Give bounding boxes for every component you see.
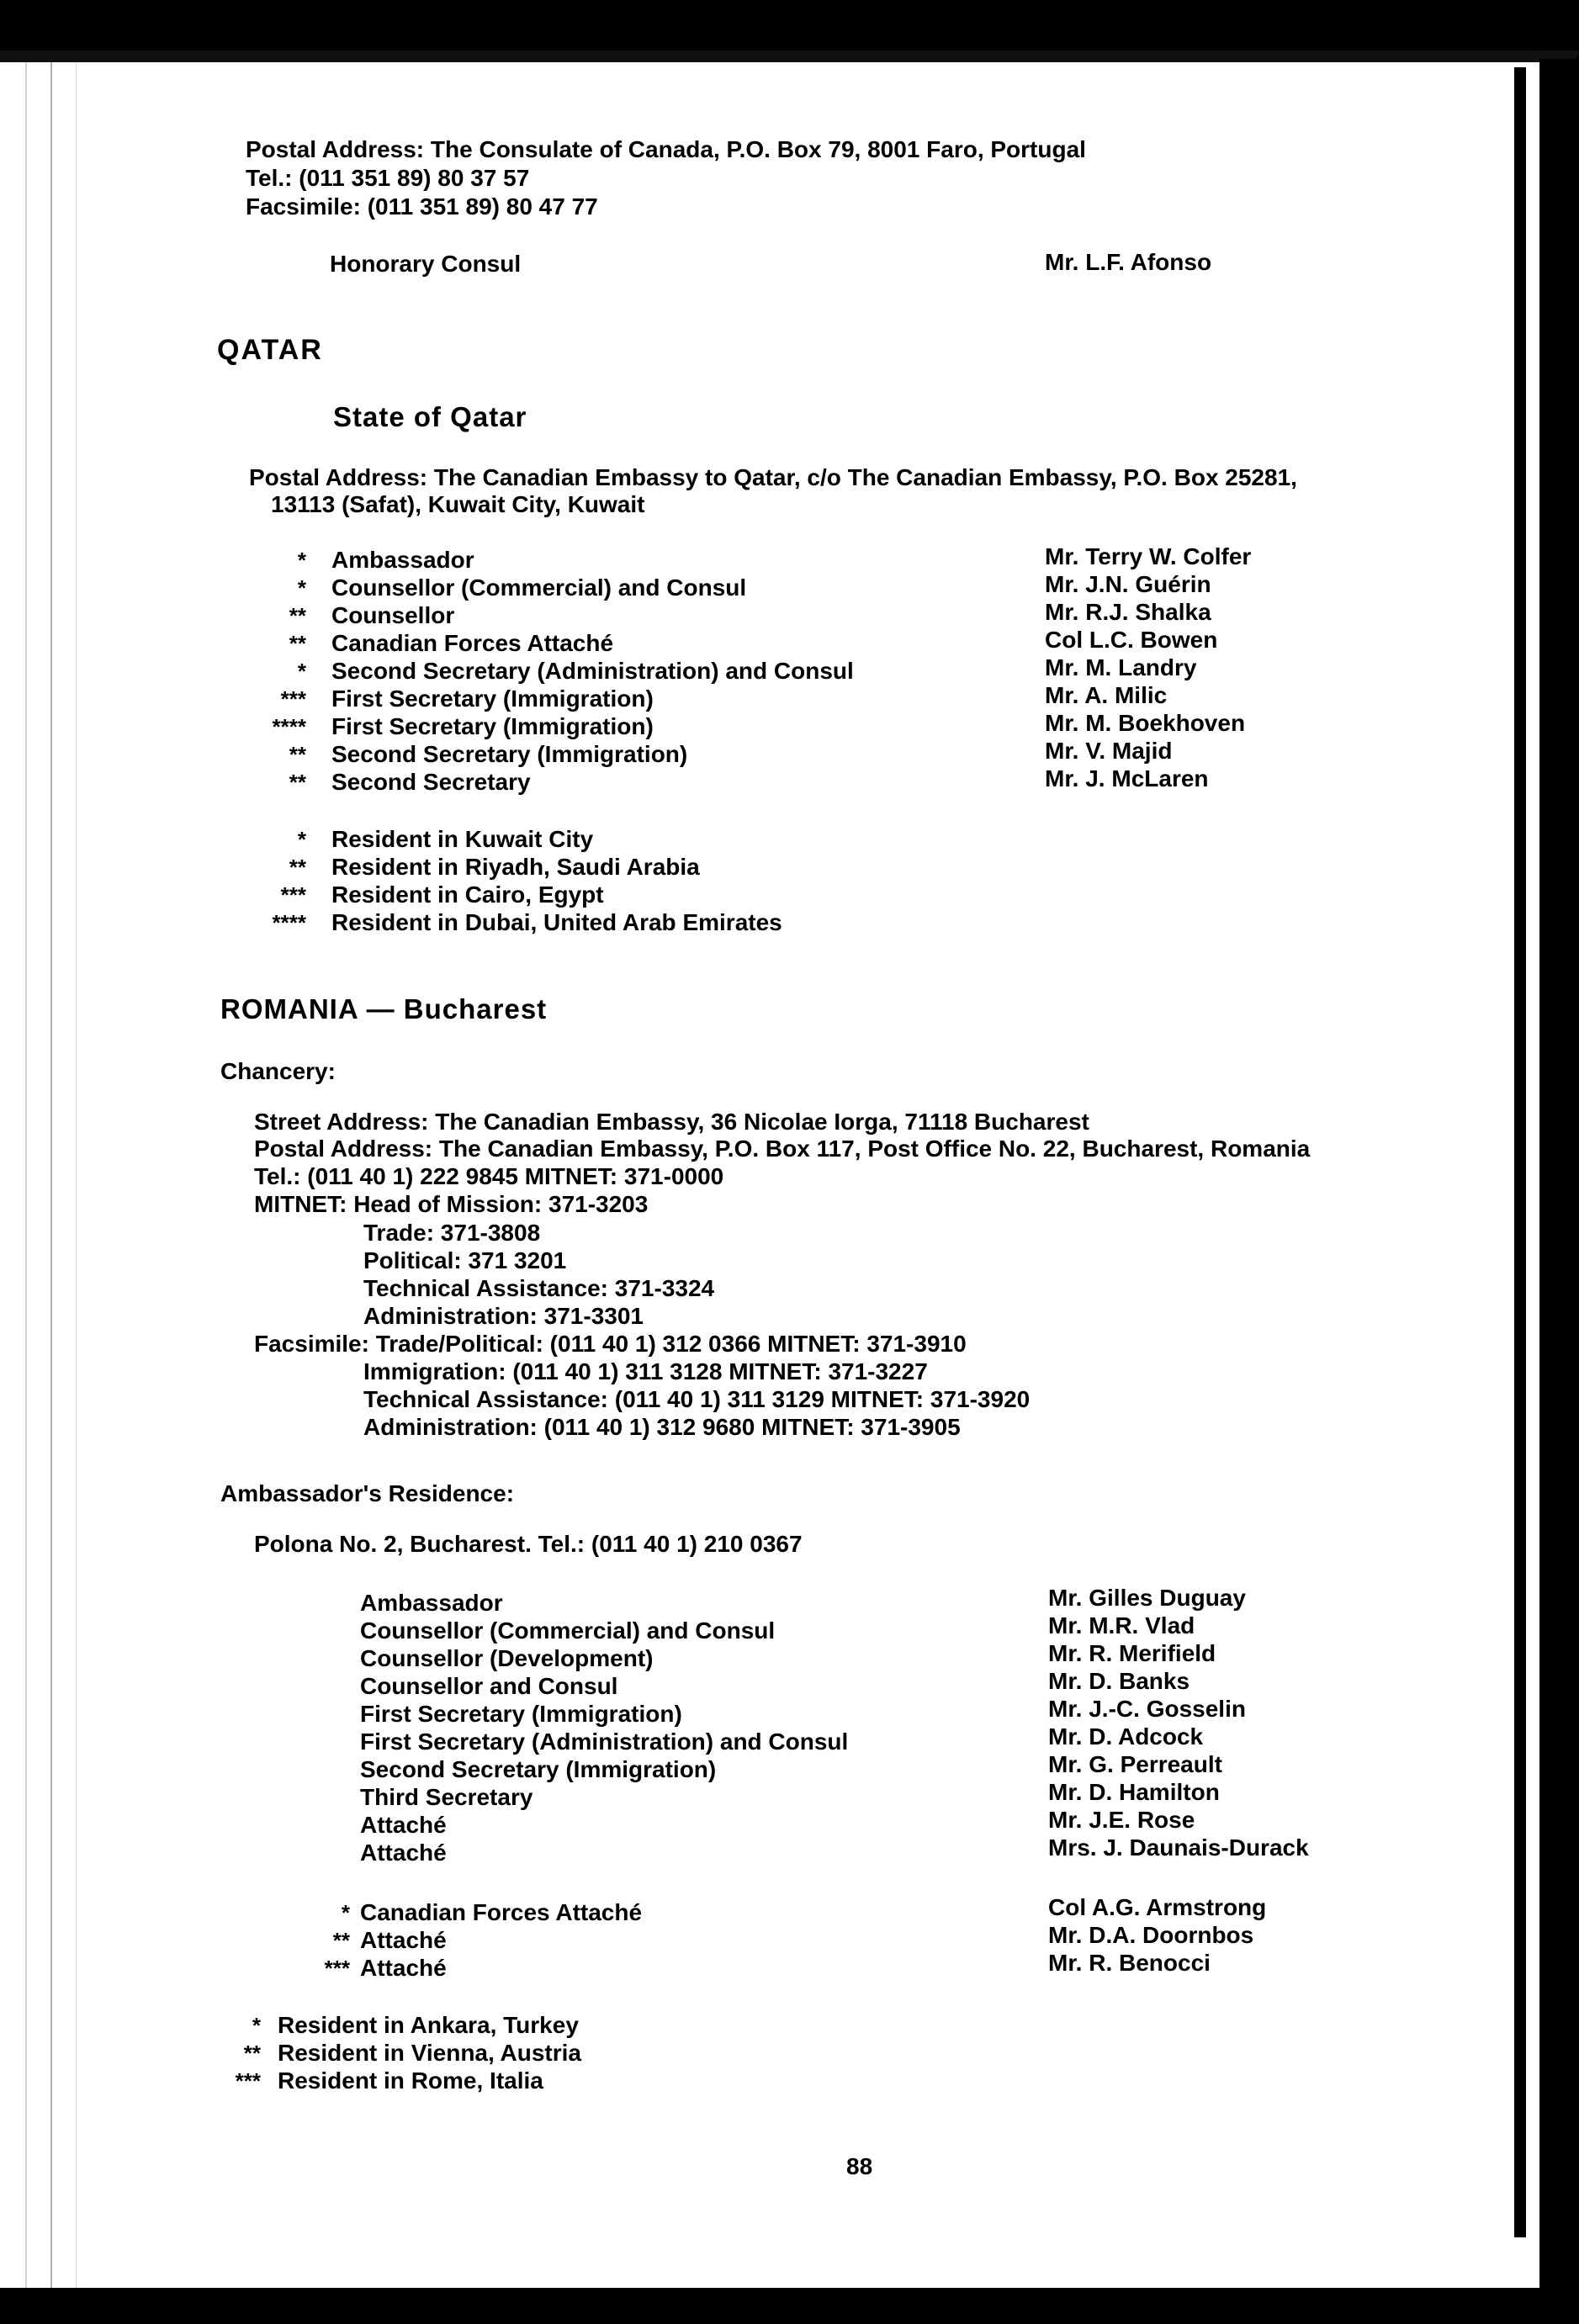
qatar-staff-name: Mr. J. McLaren [1045, 765, 1209, 791]
qatar-staff-mark: ** [289, 770, 306, 795]
faro-telephone: Tel.: (011 351 89) 80 37 57 [246, 165, 530, 191]
qatar-staff-mark: **** [272, 714, 306, 739]
qatar-staff-mark: ** [289, 742, 306, 767]
romania-note-mark: * [252, 2013, 261, 2038]
qatar-staff-mark: ** [289, 603, 306, 628]
qatar-staff-name: Mr. Terry W. Colfer [1045, 543, 1252, 569]
romania-nonresident-title: Canadian Forces Attaché [360, 1899, 643, 1925]
qatar-staff-name: Mr. J.N. Guérin [1045, 571, 1211, 597]
romania-staff-title: Counsellor and Consul [360, 1673, 618, 1699]
romania-facsimile-line: Technical Assistance: (011 40 1) 311 3129 MITNET: 371-3920 [363, 1386, 1031, 1412]
romania-residence-address: Polona No. 2, Bucharest. Tel.: (011 40 1) 210 0367 [254, 1531, 803, 1557]
romania-staff-title: Third Secretary [360, 1784, 533, 1810]
romania-nonresident-name: Mr. D.A. Doornbos [1048, 1922, 1254, 1948]
romania-staff-name: Mr. D. Adcock [1048, 1723, 1204, 1750]
romania-nonresident-title: Attaché [360, 1927, 447, 1953]
qatar-note: Resident in Riyadh, Saudi Arabia [331, 854, 700, 880]
faro-title: Honorary Consul [330, 251, 522, 277]
qatar-staff-title: Second Secretary [331, 769, 531, 795]
scan-left-edge [0, 59, 109, 2288]
romania-staff-name: Mr. J.-C. Gosselin [1048, 1696, 1246, 1722]
qatar-note: Resident in Kuwait City [331, 826, 594, 852]
qatar-note-mark: *** [280, 882, 306, 908]
qatar-staff-title: First Secretary (Immigration) [331, 686, 654, 712]
romania-street-address: Street Address: The Canadian Embassy, 36 Nicolae Iorga, 71118 Bucharest [254, 1109, 1089, 1135]
romania-staff-name: Mr. Gilles Duguay [1048, 1585, 1246, 1611]
romania-staff-title: First Secretary (Administration) and Consul [360, 1728, 849, 1755]
qatar-staff-title: Second Secretary (Administration) and Consul [331, 658, 854, 684]
qatar-staff-name: Mr. V. Majid [1045, 738, 1173, 764]
qatar-note-mark: * [297, 827, 306, 852]
romania-staff-name: Mr. D. Hamilton [1048, 1779, 1220, 1805]
romania-facsimile-line: Administration: (011 40 1) 312 9680 MITNET: 371-3905 [363, 1414, 961, 1440]
romania-staff-name: Mrs. J. Daunais-Durack [1048, 1834, 1309, 1861]
romania-staff-name: Mr. G. Perreault [1048, 1751, 1222, 1777]
romania-facsimile-line: Immigration: (011 40 1) 311 3128 MITNET: 371-3227 [363, 1358, 928, 1384]
romania-staff-title: First Secretary (Immigration) [360, 1701, 682, 1727]
romania-nonresident-name: Col A.G. Armstrong [1048, 1894, 1267, 1920]
qatar-postal-line2: 13113 (Safat), Kuwait City, Kuwait [271, 491, 645, 517]
qatar-staff-title: Ambassador [331, 547, 474, 573]
qatar-note: Resident in Cairo, Egypt [331, 881, 604, 908]
romania-staff-title: Attaché [360, 1812, 447, 1838]
qatar-staff-mark: * [297, 575, 306, 601]
romania-nonresident-mark: * [341, 1900, 350, 1925]
qatar-staff-name: Mr. M. Landry [1045, 654, 1197, 680]
romania-staff-name: Mr. M.R. Vlad [1048, 1612, 1195, 1638]
faro-postal-address: Postal Address: The Consulate of Canada, P.O. Box 79, 8001 Faro, Portugal [246, 136, 1086, 162]
qatar-staff-title: Canadian Forces Attaché [331, 630, 614, 656]
romania-mitnet-line: Administration: 371-3301 [363, 1303, 644, 1329]
romania-mitnet-head: MITNET: Head of Mission: 371-3203 [254, 1191, 649, 1217]
romania-staff-title: Attaché [360, 1840, 447, 1866]
qatar-staff-title: Second Secretary (Immigration) [331, 741, 688, 767]
romania-note-mark: ** [243, 2041, 261, 2066]
romania-telephone: Tel.: (011 40 1) 222 9845 MITNET: 371-0000 [254, 1163, 724, 1189]
romania-mitnet-line: Technical Assistance: 371-3324 [363, 1275, 715, 1301]
qatar-subheading: State of Qatar [333, 401, 527, 432]
qatar-staff-mark: * [297, 548, 306, 573]
romania-chancery-label: Chancery: [220, 1058, 336, 1084]
qatar-staff-title: First Secretary (Immigration) [331, 713, 654, 739]
scan-right-fold [1514, 67, 1526, 2237]
romania-heading: ROMANIA — Bucharest [220, 993, 548, 1024]
romania-staff-title: Counsellor (Commercial) and Consul [360, 1617, 776, 1644]
romania-nonresident-mark: ** [332, 1928, 350, 1953]
romania-facsimile-head: Facsimile: Trade/Political: (011 40 1) 312 0366 MITNET: 371-3910 [254, 1331, 967, 1357]
qatar-staff-name: Mr. M. Boekhoven [1045, 710, 1246, 736]
romania-staff-title: Second Secretary (Immigration) [360, 1756, 717, 1782]
faro-facsimile: Facsimile: (011 351 89) 80 47 77 [246, 193, 598, 220]
romania-staff-name: Mr. R. Merifield [1048, 1640, 1216, 1666]
scan-top-border-curve [0, 50, 1579, 62]
qatar-postal-line1: Postal Address: The Canadian Embassy to Qatar, c/o The Canadian Embassy, P.O. Box 25281, [249, 464, 1297, 490]
romania-note: Resident in Ankara, Turkey [278, 2012, 579, 2038]
romania-note: Resident in Vienna, Austria [278, 2040, 581, 2066]
romania-staff-title: Ambassador [360, 1590, 503, 1616]
romania-nonresident-name: Mr. R. Benocci [1048, 1950, 1211, 1976]
romania-staff-title: Counsellor (Development) [360, 1645, 654, 1671]
qatar-staff-name: Mr. R.J. Shalka [1045, 599, 1211, 625]
qatar-staff-mark: *** [280, 686, 306, 712]
qatar-staff-name: Mr. A. Milic [1045, 682, 1168, 708]
page-number: 88 [846, 2153, 873, 2179]
qatar-staff-mark: * [297, 659, 306, 684]
scan-bottom-border [0, 2288, 1579, 2324]
qatar-note-mark: ** [289, 855, 306, 880]
romania-staff-name: Mr. D. Banks [1048, 1668, 1190, 1694]
qatar-note-mark: **** [272, 910, 306, 935]
qatar-heading: QATAR [217, 334, 323, 366]
romania-staff-name: Mr. J.E. Rose [1048, 1807, 1195, 1833]
qatar-note: Resident in Dubai, United Arab Emirates [331, 909, 782, 935]
scan-right-border [1539, 59, 1579, 2296]
romania-residence-label: Ambassador's Residence: [220, 1480, 515, 1506]
romania-nonresident-title: Attaché [360, 1955, 447, 1981]
faro-name: Mr. L.F. Afonso [1045, 249, 1212, 275]
romania-note: Resident in Rome, Italia [278, 2067, 543, 2094]
romania-mitnet-line: Political: 371 3201 [363, 1247, 567, 1273]
qatar-staff-title: Counsellor [331, 602, 455, 628]
qatar-staff-name: Col L.C. Bowen [1045, 627, 1218, 653]
romania-mitnet-line: Trade: 371-3808 [363, 1220, 541, 1246]
romania-postal-address: Postal Address: The Canadian Embassy, P.O. Box 117, Post Office No. 22, Bucharest, Romania [254, 1136, 1311, 1162]
romania-nonresident-mark: *** [324, 1956, 350, 1981]
romania-note-mark: *** [235, 2068, 261, 2094]
qatar-staff-title: Counsellor (Commercial) and Consul [331, 574, 747, 601]
qatar-staff-mark: ** [289, 631, 306, 656]
